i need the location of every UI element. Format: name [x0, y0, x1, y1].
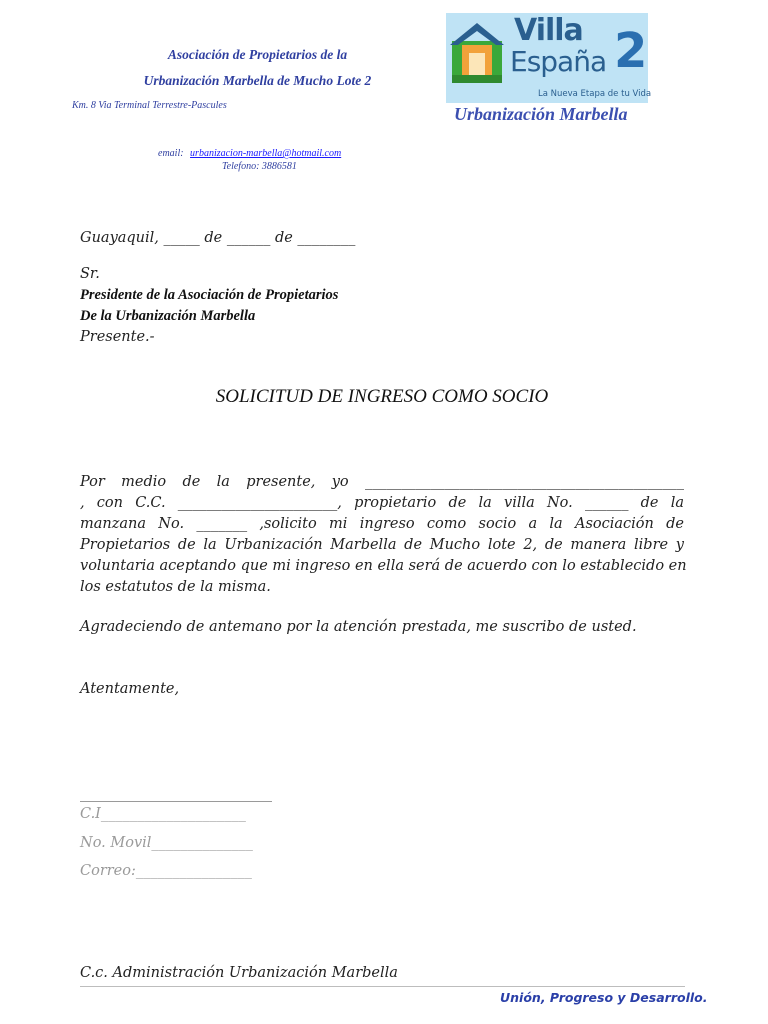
signature-correo: Correo:________________	[80, 863, 252, 879]
email-label: email:	[158, 148, 184, 159]
logo-number: 2	[614, 23, 648, 79]
signature-movil: No. Movil______________	[80, 835, 253, 851]
presente: Presente.-	[80, 329, 155, 345]
signature-ci: C.I____________________	[80, 806, 246, 822]
org-email-row	[158, 148, 341, 159]
cc-line: C.c. Administración Urbanización Marbella	[80, 965, 398, 981]
villa-espana-logo	[446, 13, 652, 103]
thanks-line: Agradeciendo de antemano por la atención prestada, me suscribo de usted.	[80, 619, 637, 635]
org-phone: Telefono: 3886581	[222, 161, 297, 172]
footer-divider	[80, 986, 685, 987]
email-link[interactable]: urbanizacion-marbella@hotmail.com	[190, 148, 342, 159]
org-name-line1: Asociación de Propietarios de la	[167, 47, 348, 62]
org-address: Km. 8 Via Terminal Terrestre-Pascules	[72, 100, 227, 111]
signature-line	[80, 801, 272, 802]
paragraph-line: Propietarios de la Urbanización Marbella de Mucho lote 2, de manera libre y	[80, 537, 684, 553]
footer-motto: Unión, Progreso y Desarrollo.	[500, 990, 708, 1005]
logo-word-villa: Villa	[514, 13, 583, 48]
closing: Atentamente,	[80, 681, 180, 697]
place-date: Guayaquil, _____ de ______ de ________	[80, 230, 356, 246]
request-paragraph	[80, 472, 687, 598]
logo-word-espana: España	[510, 45, 607, 78]
salutation: Sr.	[80, 266, 100, 282]
recipient-line2: De la Urbanización Marbella	[80, 308, 256, 324]
paragraph-line: Por medio de la presente, yo ____________________________________________	[80, 474, 684, 490]
paragraph-line: los estatutos de la misma.	[80, 579, 271, 595]
recipient-line1: Presidente de la Asociación de Propietarios	[80, 287, 339, 303]
paragraph-line: , con C.C. ______________________, propietario de la villa No. ______ de la	[80, 495, 684, 511]
urbanization-name: Urbanización Marbella	[454, 104, 628, 124]
paragraph-line: manzana No. _______ ,solicito mi ingreso como socio a la Asociación de	[80, 516, 684, 532]
paragraph-line: voluntaria aceptando que mi ingreso en ella será de acuerdo con lo establecido en	[80, 558, 687, 574]
document-title: SOLICITUD DE INGRESO COMO SOCIO	[215, 386, 549, 407]
logo-tagline: La Nueva Etapa de tu Vida	[538, 89, 652, 99]
house-icon	[450, 21, 504, 85]
org-name-line2: Urbanización Marbella de Mucho Lote 2	[143, 73, 372, 88]
